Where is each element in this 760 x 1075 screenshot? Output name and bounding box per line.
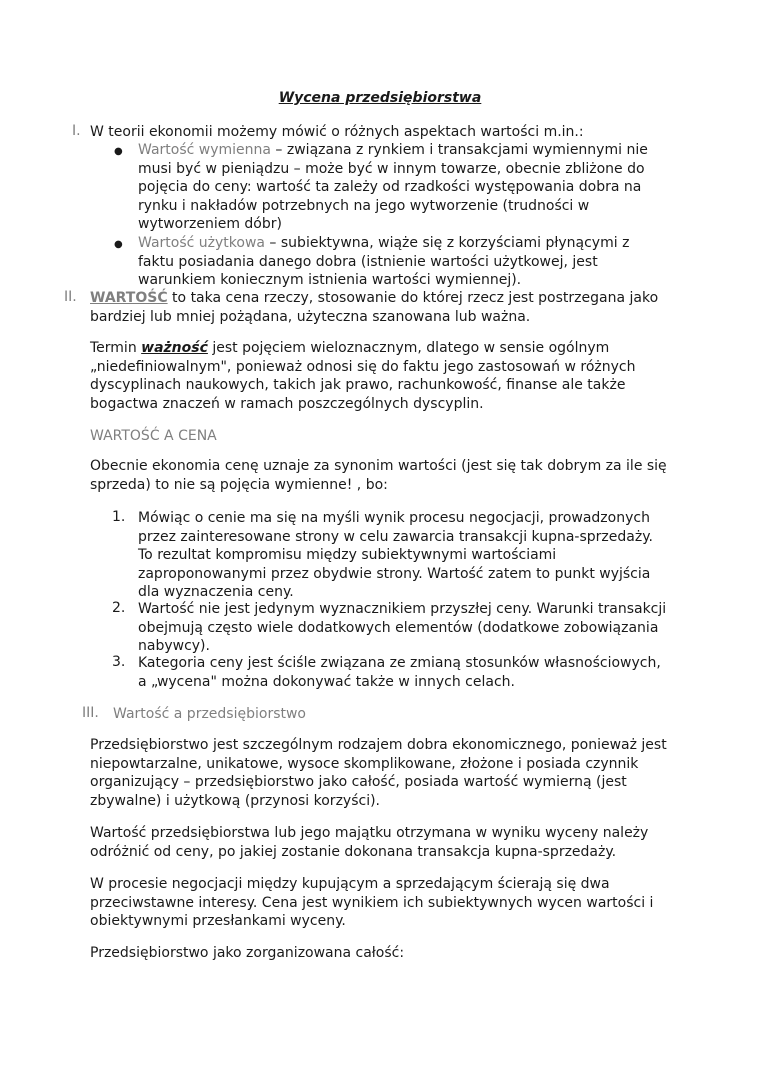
bullet-wymienna: Wartość wymienna – związana z rynkiem i transakcjami wymiennymi nie musi być w pieniądzu – może być w innym towarze, obecnie zbliżone do pojęcia do ceny: wartość ta zależy od rzadkości występowania dobra na rynku i nakładów potrzebnych na jego wytworzenie (trudności w wytworzeniem dóbr) xyxy=(138,142,648,233)
bullet-uzytkowa: Wartość użytkowa – subiektywna, wiąże się z korzyściami płynącymi z faktu posiadania danego dobra (istnienie wartości użytkowej, jest warunkiem koniecznym istnienia wartości wymiennej). xyxy=(138,235,630,289)
subheading-wartosc-a-cena: WARTOŚĆ A CENA xyxy=(90,428,217,444)
document-title: Wycena przedsiębiorstwa xyxy=(278,90,482,106)
section-1-intro: W teorii ekonomii możemy mówić o różnych aspektach wartości m.in.: xyxy=(90,124,584,140)
paragraph-wartosc-przedsiebiorstwa: Wartość przedsiębiorstwa lub jego majątku otrzymana w wyniku wyceny należy odróżnić od ceny, po jakiej zostanie dokonana transakcja kupna-sprzedaży. xyxy=(90,825,649,860)
keyword-waznosc: ważność xyxy=(141,340,208,356)
section-2-numeral: II. xyxy=(64,289,77,305)
term-uzytkowa: Wartość użytkowa xyxy=(138,235,265,251)
term-wymienna: Wartość wymienna xyxy=(138,142,271,158)
keyword-wartosc: WARTOŚĆ xyxy=(90,290,168,306)
list-item-3: Kategoria ceny jest ściśle związana ze zmianą stosunków własnościowych, a „wycena" można dokonywać także w innych celach. xyxy=(138,655,661,690)
list-item-2: Wartość nie jest jedynym wyznacznikiem przyszłej ceny. Warunki transakcji obejmują często wiele dodatkowych elementów (dodatkowe zobowiązania nabywcy). xyxy=(138,601,667,655)
list-item-1: Mówiąc o cenie ma się na myśli wynik procesu negocjacji, prowadzonych przez zainteresowane strony w celu zawarcia transakcji kupna-sprzedaży. To rezultat kompromisu między subiektywnymi wartościami zaproponowanymi przez obydwie strony. Wartość zatem to punkt wyjścia dla wyznaczenia ceny. xyxy=(138,510,653,601)
termin-paragraph: Termin ważność jest pojęciem wieloznacznym, dlatego w sensie ogólnym „niedefiniowalnym", ponieważ odnosi się do faktu jego zastosowań w różnych dyscyplinach naukowych, takich jak prawo, rachunkowość, finanse ale także bogactwa znaczeń w ramach poszczególnych dyscyplin. xyxy=(90,340,636,412)
wartosc-definition: WARTOŚĆ to taka cena rzeczy, stosowanie do której rzecz jest postrzegana jako bardziej lub mniej pożądana, użyteczna szanowana lub ważna. xyxy=(90,290,659,325)
paragraph-negocjacje: W procesie negocjacji między kupującym a sprzedającym ścierają się dwa przeciwstawne interesy. Cena jest wynikiem ich subiektywnych wycen wartości i obiektywnymi przesłankami wyceny. xyxy=(90,876,654,930)
paragraph-przedsiebiorstwo: Przedsiębiorstwo jest szczególnym rodzajem dobra ekonomicznego, ponieważ jest niepowtarzalne, unikatowe, wysoce skomplikowane, złożone i posiada czynnik organizujący – przedsiębiorstwo jako całość, posiada wartość wymierną (jest zbywalne) i użytkową (przynosi korzyści). xyxy=(90,737,667,809)
cena-paragraph: Obecnie ekonomia cenę uznaje za synonim wartości (jest się tak dobrym za ile się sprzeda) to nie są pojęcia wymienne! , bo: xyxy=(90,458,667,493)
list-number: 2. xyxy=(112,600,126,616)
bullet-marker: ● xyxy=(114,146,123,157)
section-3-heading: Wartość a przedsiębiorstwo xyxy=(113,706,306,722)
bullet-marker: ● xyxy=(114,239,123,250)
section-1-numeral: I. xyxy=(72,123,81,139)
list-number: 1. xyxy=(112,509,126,525)
paragraph-zorganizowana-calosc: Przedsiębiorstwo jako zorganizowana całość: xyxy=(90,945,405,961)
list-number: 3. xyxy=(112,654,126,670)
section-3-numeral: III. xyxy=(82,705,99,721)
